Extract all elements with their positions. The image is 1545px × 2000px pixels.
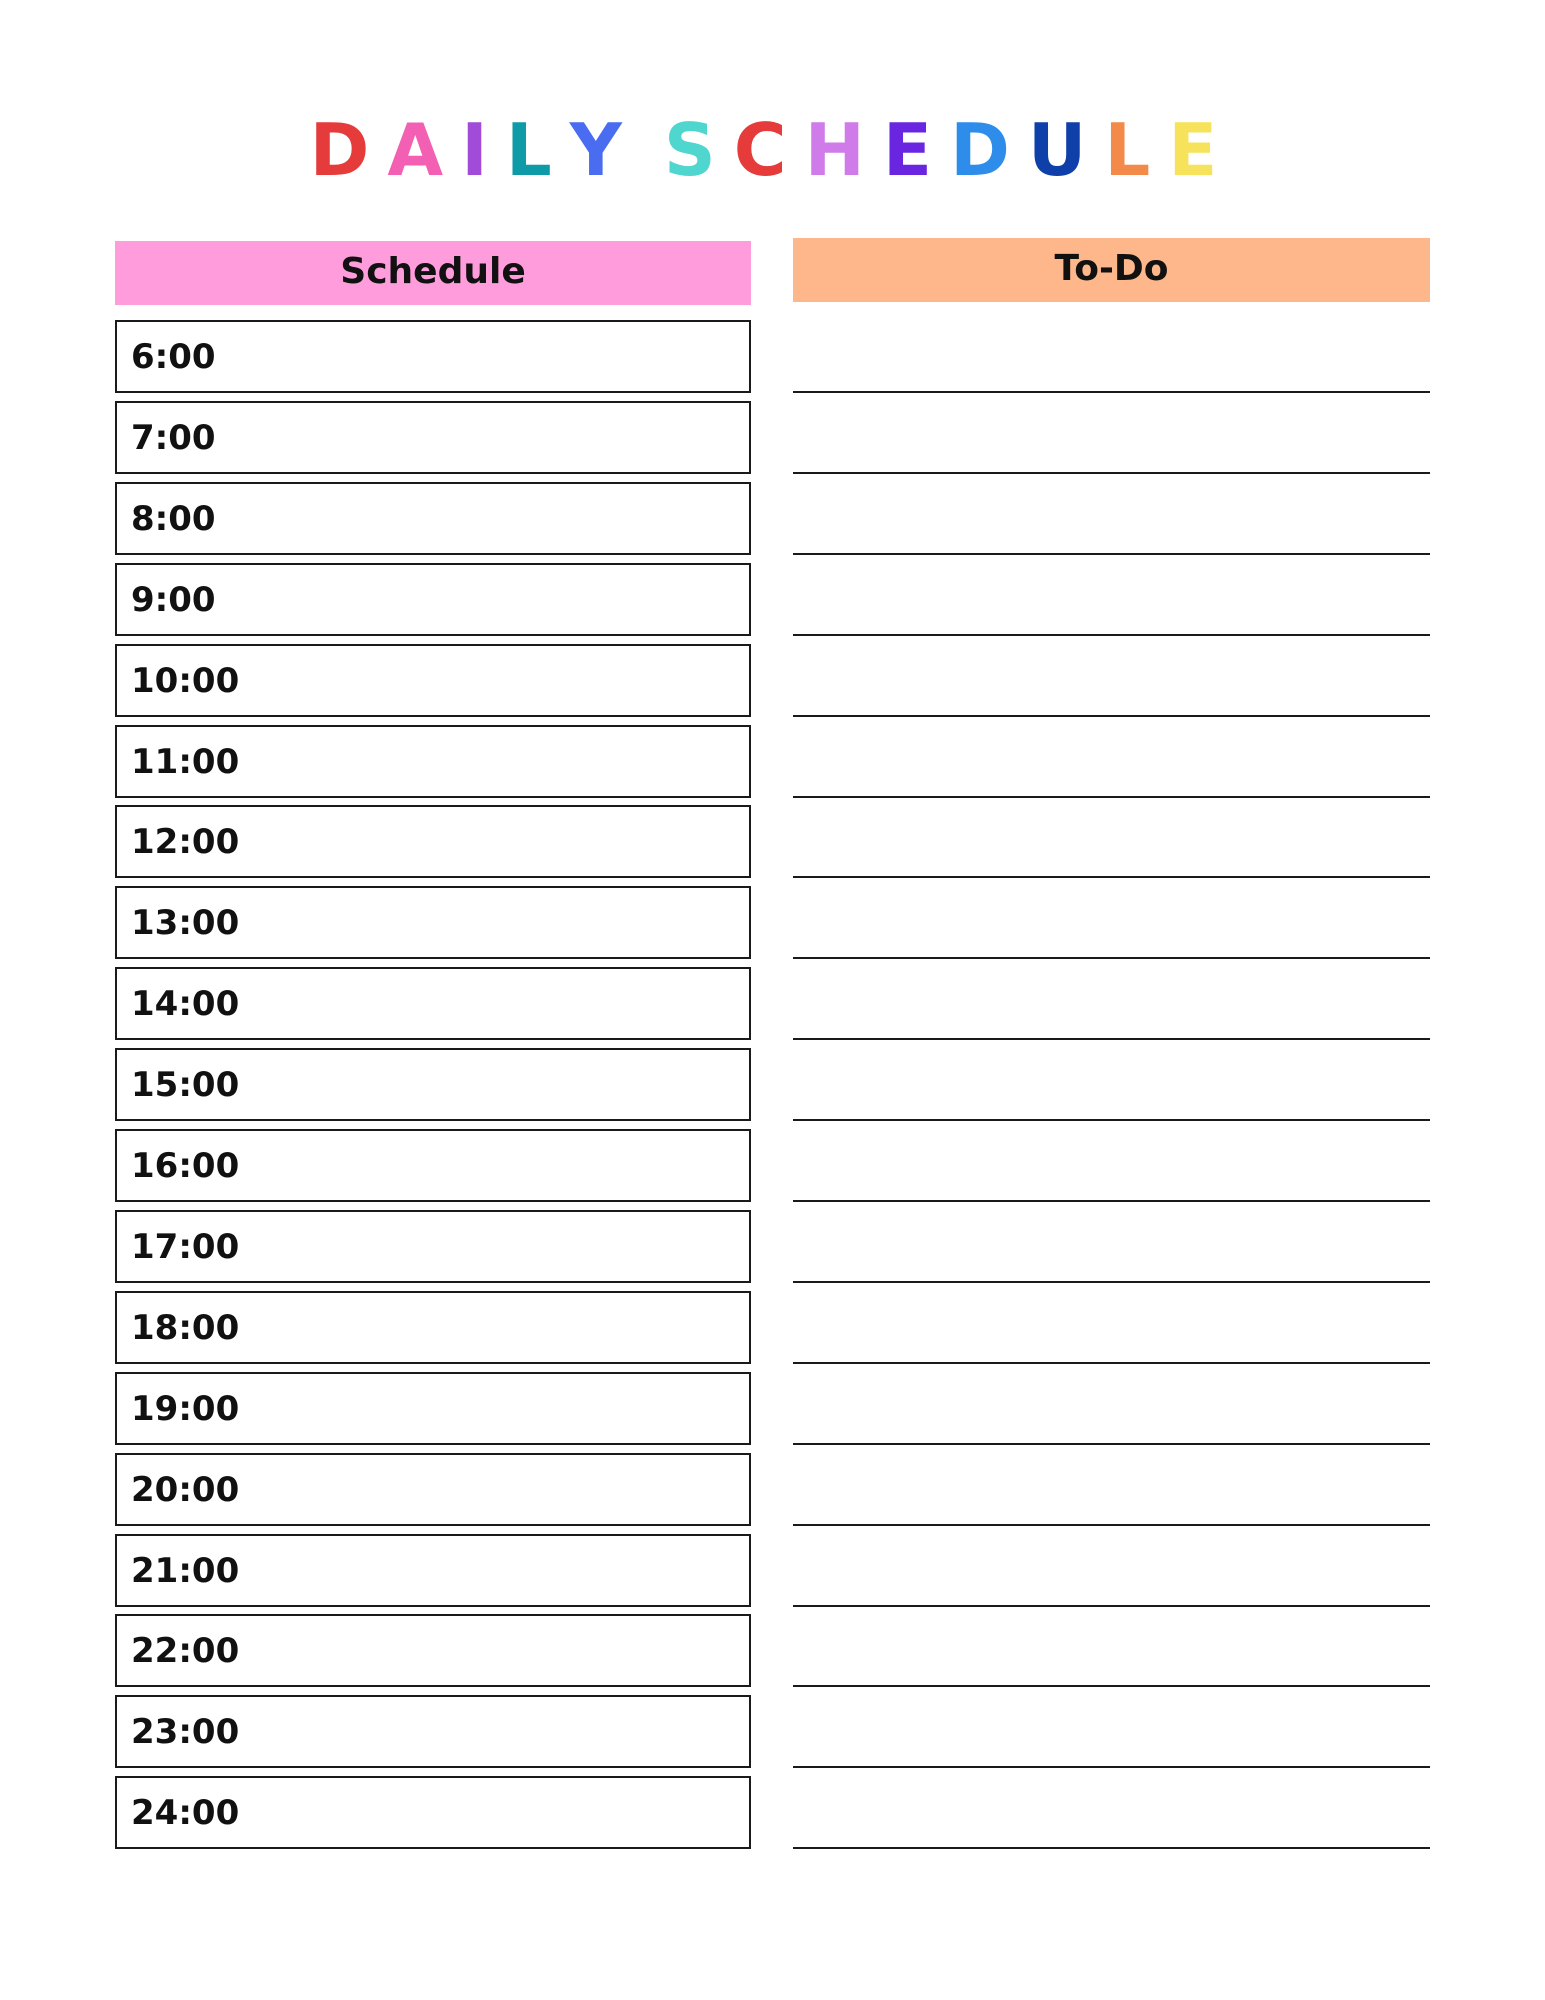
time-slot-label: 12:00 bbox=[131, 822, 240, 862]
todo-line[interactable] bbox=[793, 1281, 1430, 1283]
todo-line[interactable] bbox=[793, 472, 1430, 474]
todo-line[interactable] bbox=[793, 391, 1430, 393]
time-slot-label: 7:00 bbox=[131, 418, 216, 458]
time-slot-label: 6:00 bbox=[131, 337, 216, 377]
time-slot-label: 18:00 bbox=[131, 1308, 240, 1348]
time-slot-label: 24:00 bbox=[131, 1793, 240, 1833]
time-slot-label: 11:00 bbox=[131, 742, 240, 782]
time-slot[interactable] bbox=[115, 563, 751, 636]
page-title bbox=[0, 110, 1545, 190]
todo-line[interactable] bbox=[793, 1362, 1430, 1364]
time-slot[interactable] bbox=[115, 482, 751, 555]
todo-line[interactable] bbox=[793, 1443, 1430, 1445]
title-letter: E bbox=[1168, 108, 1218, 192]
title-letter: S bbox=[663, 108, 716, 192]
time-slot-label: 17:00 bbox=[131, 1227, 240, 1267]
todo-line[interactable] bbox=[793, 1200, 1430, 1202]
todo-line[interactable] bbox=[793, 796, 1430, 798]
time-slot-label: 19:00 bbox=[131, 1389, 240, 1429]
time-slot[interactable] bbox=[115, 805, 751, 878]
time-slot[interactable] bbox=[115, 401, 751, 474]
time-slot[interactable] bbox=[115, 1372, 751, 1445]
time-slot[interactable] bbox=[115, 886, 751, 959]
time-slot[interactable] bbox=[115, 1048, 751, 1121]
title-letter: D bbox=[950, 108, 1010, 192]
time-slot[interactable] bbox=[115, 1129, 751, 1202]
time-slot[interactable] bbox=[115, 725, 751, 798]
time-slot-label: 9:00 bbox=[131, 580, 216, 620]
title-letter: I bbox=[461, 108, 488, 192]
time-slot-label: 10:00 bbox=[131, 661, 240, 701]
todo-line[interactable] bbox=[793, 715, 1430, 717]
time-slot[interactable] bbox=[115, 1534, 751, 1607]
time-slot[interactable] bbox=[115, 644, 751, 717]
time-slot-label: 16:00 bbox=[131, 1146, 240, 1186]
time-slot[interactable] bbox=[115, 1695, 751, 1768]
time-slot-label: 15:00 bbox=[131, 1065, 240, 1105]
title-letter: E bbox=[882, 108, 933, 192]
todo-line[interactable] bbox=[793, 1119, 1430, 1121]
todo-line[interactable] bbox=[793, 957, 1430, 959]
title-letter: C bbox=[733, 108, 787, 192]
schedule-header: Schedule bbox=[115, 241, 751, 305]
title-letter: L bbox=[1104, 108, 1151, 192]
time-slot[interactable] bbox=[115, 1614, 751, 1687]
time-slot[interactable] bbox=[115, 1453, 751, 1526]
todo-line[interactable] bbox=[793, 1766, 1430, 1768]
time-slot-label: 13:00 bbox=[131, 903, 240, 943]
todo-line[interactable] bbox=[793, 634, 1430, 636]
todo-header: To-Do bbox=[793, 238, 1430, 302]
title-letter: U bbox=[1027, 108, 1087, 192]
todo-line[interactable] bbox=[793, 876, 1430, 878]
todo-line[interactable] bbox=[793, 1685, 1430, 1687]
time-slot-label: 22:00 bbox=[131, 1631, 240, 1671]
title-letter: L bbox=[505, 108, 552, 192]
title-letter: D bbox=[309, 108, 370, 192]
time-slot[interactable] bbox=[115, 1210, 751, 1283]
time-slot-label: 20:00 bbox=[131, 1470, 240, 1510]
todo-line[interactable] bbox=[793, 1524, 1430, 1526]
title-letter: Y bbox=[569, 108, 622, 192]
time-slot[interactable] bbox=[115, 320, 751, 393]
time-slot-label: 14:00 bbox=[131, 984, 240, 1024]
title-letter: A bbox=[387, 108, 444, 192]
todo-line[interactable] bbox=[793, 1605, 1430, 1607]
time-slot-label: 23:00 bbox=[131, 1712, 240, 1752]
time-slot[interactable] bbox=[115, 1291, 751, 1364]
time-slot-label: 21:00 bbox=[131, 1551, 240, 1591]
time-slot[interactable] bbox=[115, 967, 751, 1040]
time-slot[interactable] bbox=[115, 1776, 751, 1849]
todo-line[interactable] bbox=[793, 553, 1430, 555]
time-slot-label: 8:00 bbox=[131, 499, 216, 539]
todo-line[interactable] bbox=[793, 1038, 1430, 1040]
todo-line[interactable] bbox=[793, 1847, 1430, 1849]
title-letter: H bbox=[804, 108, 865, 192]
